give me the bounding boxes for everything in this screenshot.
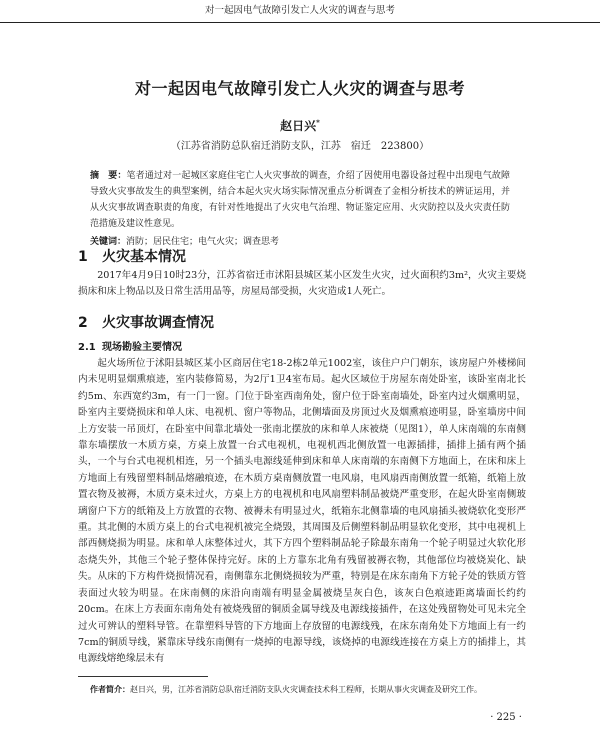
paper-title: 对一起因电气故障引发亡人火灾的调查与思考 — [134, 79, 465, 98]
section-2-1-body — [78, 356, 526, 668]
paragraph: 2017年4月9日10时23分，江苏省宿迁市沭阳县城区某小区发生火灾，过火面积约3m²，火灾主要烧损床和床上物品以及日常生活用品等，房屋局部受损，火灾造成1人死亡。 — [78, 270, 526, 298]
affiliation: （江苏省消防总队宿迁消防支队，江苏 宿迁 223800） — [170, 141, 430, 152]
abstract-block — [90, 168, 510, 250]
abstract-label: 摘 要： — [90, 171, 127, 181]
paragraph: 起火场所位于沭阳县城区某小区商居住宅18-2栋2单元1002室，该住户户门朝东，该房屋户外楼梯间内未见明显烟熏痕迹，室内装修简易，为2厅1卫4室布局。起火区域位于房屋东南处卧室，该卧室南北长约5m、东西宽约3m，有一门一窗。门位于卧室西南角处，窗户位于卧室南墙处，卧室内过火烟熏明显，卧室内主要烧损床和单人床、电视机、窗户等物品，北侧墙面及房顶过火及烟熏痕迹明显，卧室墙房中间上方安装一吊顶灯，在卧室中间靠北墙处一张南北摆放的床和单人床被烧（见图1），单人床南端的东南侧靠东墙摆放一木质方桌，方桌上放置一台式电视机，电视机西北侧放置一电源插排，插排上插有两个插头，一个与台式电视机相连，另一个插头电源线延伸到床和单人床南端的东南侧下方地面上，在床和床上方地面上有残留塑料制品熔融痕迹，在木质方桌南侧放置一电风扇，电风扇西南侧放置一纸箱，纸箱上放置衣物及被褥，木质方桌未过火，方桌上方的电视机和电风扇塑料制品被烧严重变形，在起火卧室南侧玻璃窗户下方的纸箱及上方放置的衣物、被褥未有明显过火，纸箱东北侧靠墙的电风扇插头被烧软化变形严重。其北侧的木质方桌上的台式电视机被完全烧毁，其周围及后侧塑料制品明显软化变形，其中电视机上部西侧烧损为明显。床和单人床整体过火，其下方四个塑料制品轮子除最东南角一个轮子明显过火软化形态烧失外，其他三个轮子整体保持完好。床的上方靠东北角有残留被褥衣物，其他部位均被烧炭化、缺失。从床的下方构件烧损情况看，南侧靠东北侧烧损较为严重，特别是在床东南角下方轮子处的铁质方管表面过火较为明显。在床南侧的床沿向南端有明显金属被烧呈灰白色，该灰白色痕迹距离墙面长约约20cm。在床上方表面东南角处有被烧残留的铜质金属导线及电源线接插件，在这处残留物处可见未完全过火可辨认的塑料导管。在靠塑料导管的下方地面上存放留的电源线残，在床东南角处下方地面上有一约7cm的铜质导线，紧靠床导线东南侧有一烧掉的电源导线，该烧掉的电源线连接在方桌上方的插排上，其电源线熔绝缘层未有 — [78, 358, 526, 665]
footnote-text: 赵日兴，男，江苏省消防总队宿迁消防支队火灾调查技术科工程师，长期从事火灾调查及研究工作。 — [130, 685, 482, 694]
section-heading-2 — [78, 312, 214, 332]
running-head: 对一起因电气故障引发亡人火灾的调查与思考 — [0, 0, 600, 23]
footnote-rule — [78, 676, 208, 677]
keywords-text: 消防；居民住宅；电气火灾；调查思考 — [126, 237, 280, 247]
subsection-number: 2.1 — [78, 342, 96, 353]
author — [0, 117, 600, 134]
subsection-title: 现场勘验主要情况 — [102, 342, 182, 353]
author-mark: * — [316, 118, 320, 127]
section-title: 火灾基本情况 — [102, 249, 186, 265]
subsection-heading — [78, 338, 182, 353]
abstract-text: 笔者通过对一起城区家庭住宅亡人火灾事故的调查，介绍了因使用电器设备过程中出现电气故障导致火灾事故发生的典型案例，结合本起火灾火场实际情况重点分析调查了金相分析技术的辨证运用，并从火灾事故调查职责的角度，有针对性地提出了火灾电气治理、物证鉴定应用、火灾防控以及火灾责任防范措施及建议性意见。 — [90, 171, 510, 229]
section-number: 1 — [78, 249, 88, 265]
footnote-label: 作者简介： — [90, 685, 130, 694]
keywords-label: 关键词： — [90, 237, 127, 247]
section-title: 火灾事故调查情况 — [102, 315, 214, 331]
section-number: 2 — [78, 315, 88, 331]
page-number: · 225 · — [490, 712, 522, 723]
section-1-body — [78, 268, 526, 301]
abstract — [90, 168, 510, 232]
section-heading-1 — [78, 246, 186, 266]
author-name: 赵日兴 — [280, 119, 317, 133]
footnote — [90, 684, 530, 696]
